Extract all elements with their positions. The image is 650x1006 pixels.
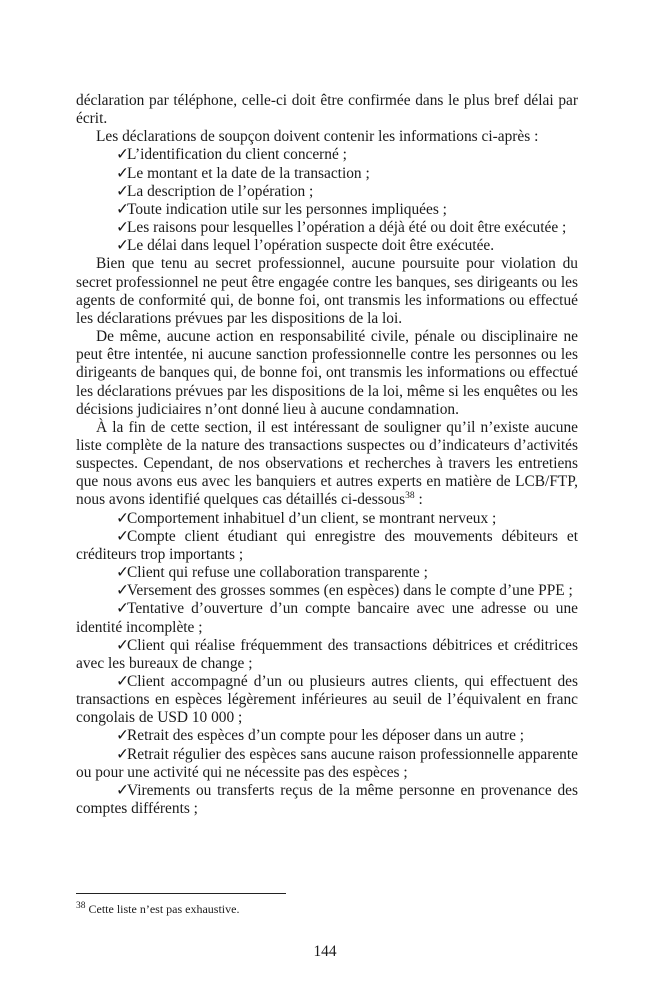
footnote-separator	[76, 893, 286, 894]
checklist-item	[76, 782, 578, 818]
paragraph-text: Tentative d’ouverture d’un compte bancaire avec une adresse ou une identité incomplète ;	[76, 600, 578, 636]
body-text	[76, 92, 578, 818]
checklist-item	[76, 746, 578, 782]
paragraph	[76, 419, 578, 510]
paragraph-text: Le délai dans lequel l’opération suspecte doit être exécutée.	[127, 237, 495, 255]
footnote-reference: 38	[405, 491, 415, 502]
paragraph-text: De même, aucune action en responsabilité civile, pénale ou disciplinaire ne peut être intentée, ni aucune sanction professionnelle contre les personnes ou les dirigeants de banques qui, de bonne foi, ont transmis les informations ou effectué les déclarations prévues par les dispositions de la loi, même si les enquêtes ou les décisions judiciaires n’ont donné lieu à aucune condamnation.	[76, 328, 578, 418]
paragraph-text: Bien que tenu au secret professionnel, aucune poursuite pour violation du secret professionnel ne peut être engagée contre les banques, ses dirigeants ou les agents de conformité qui, de bonne foi, ont transmis les informations ou effectué les déclarations prévues par les dispositions de la loi.	[76, 255, 578, 327]
paragraph-text: À la fin de cette section, il est intéressant de souligner qu’il n’existe aucune liste complète de la nature des transactions suspectes ou d’indicateurs d’activités suspectes. Cependant, de nos observations et recherches à travers les entretiens que nous avons eus avec les banquiers et autres experts en matière de LCB/FTP, nous avons identifié quelques cas détaillés ci-dessous	[76, 418, 578, 509]
paragraph-text: Retrait des espèces d’un compte pour les déposer dans un autre ;	[127, 727, 525, 745]
paragraph	[76, 128, 578, 146]
paragraph-text: Toute indication utile sur les personnes impliquées ;	[127, 200, 447, 218]
paragraph-tail: :	[414, 491, 423, 509]
checklist-item	[76, 727, 578, 745]
checklist-item	[76, 600, 578, 636]
checklist-item	[76, 165, 578, 183]
page-number: 144	[313, 943, 337, 960]
paragraph-text: La description de l’opération ;	[127, 182, 314, 200]
paragraph-text: Client accompagné d’un ou plusieurs autres clients, qui effectuent des transactions en espèces légèrement inférieures au seuil de l’équivalent en franc congolais de USD 10 000 ;	[76, 673, 578, 727]
footnote-text: Cette liste n’est pas exhaustive.	[85, 902, 240, 916]
paragraph-text: Les raisons pour lesquelles l’opération a déjà été ou doit être exécutée ;	[127, 219, 567, 237]
paragraph	[76, 328, 578, 419]
checkmark-icon: ✓	[116, 781, 129, 799]
checkmark-icon: ✓	[116, 164, 129, 182]
paragraph-text: L’identification du client concerné ;	[127, 146, 347, 164]
paragraph-text: Versement des grosses sommes (en espèces) dans le compte d’une PPE ;	[127, 582, 573, 600]
paragraph-text: Virements ou transferts reçus de la même personne en provenance des comptes différents ;	[76, 781, 578, 818]
paragraph-text: Client qui réalise fréquemment des transactions débitrices et créditrices avec les bureaux de change ;	[76, 636, 578, 672]
checkmark-icon: ✓	[116, 182, 129, 200]
paragraph-text: Retrait régulier des espèces sans aucune raison professionnelle apparente ou pour une activité qui ne nécessite pas des espèces ;	[76, 745, 578, 781]
paragraph-text: Comportement inhabituel d’un client, se montrant nerveux ;	[127, 509, 497, 527]
checkmark-icon: ✓	[116, 564, 129, 582]
checkmark-icon: ✓	[116, 673, 129, 690]
paragraph	[76, 255, 578, 328]
checkmark-icon: ✓	[116, 219, 129, 237]
checkmark-icon: ✓	[116, 727, 129, 745]
checklist-item	[76, 637, 578, 673]
checkmark-icon: ✓	[116, 527, 129, 545]
checklist-item	[76, 219, 578, 237]
paragraph-text: Le montant et la date de la transaction ;	[127, 164, 370, 182]
checkmark-icon: ✓	[116, 636, 129, 654]
checklist-item	[76, 510, 578, 528]
checkmark-icon: ✓	[116, 582, 129, 600]
footnote	[76, 902, 578, 916]
paragraph-text: déclaration par téléphone, celle-ci doit être confirmée dans le plus bref délai par écrit.	[76, 92, 578, 128]
paragraph-text: Les déclarations de soupçon doivent contenir les informations ci-après :	[96, 128, 539, 146]
checkmark-icon: ✓	[116, 146, 129, 164]
checkmark-icon: ✓	[116, 600, 129, 618]
checklist-item	[76, 564, 578, 582]
paragraph	[76, 92, 578, 128]
checkmark-icon: ✓	[116, 509, 129, 527]
footnote-number: 38	[76, 901, 86, 911]
checkmark-icon: ✓	[116, 237, 129, 255]
checklist-item	[76, 673, 578, 727]
checklist-item	[76, 528, 578, 564]
checklist-item	[76, 183, 578, 201]
checkmark-icon: ✓	[116, 200, 129, 218]
paragraph-text: Client qui refuse une collaboration transparente ;	[127, 564, 428, 582]
checkmark-icon: ✓	[116, 745, 129, 763]
paragraph-text: Compte client étudiant qui enregistre des mouvements débiteurs et créditeurs trop importants ;	[76, 527, 578, 563]
checklist-item	[76, 582, 578, 600]
checklist-item	[76, 201, 578, 219]
checklist-item	[76, 146, 578, 164]
checklist-item	[76, 237, 578, 255]
